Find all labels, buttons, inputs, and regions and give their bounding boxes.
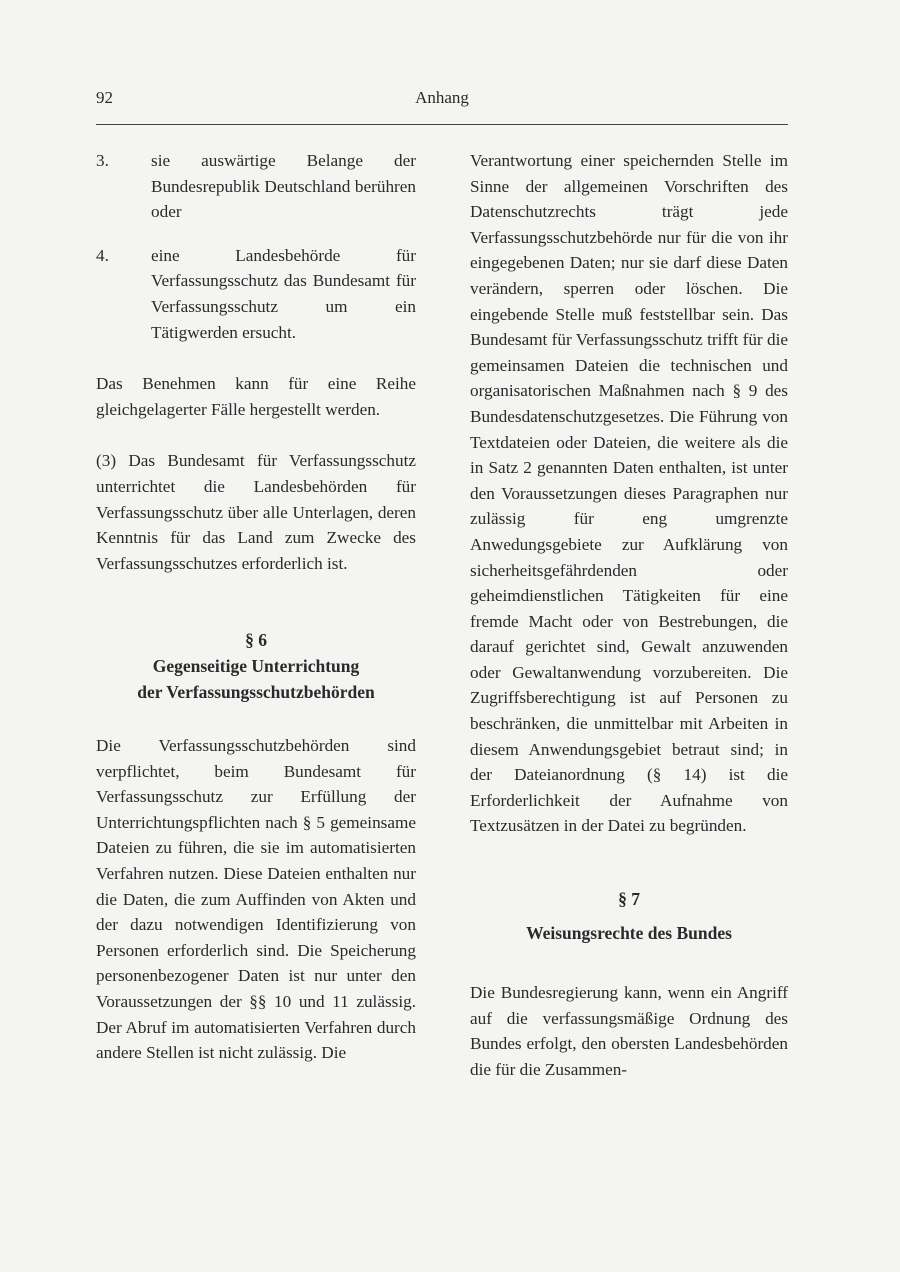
section-title: Weisungsrechte des Bundes (526, 922, 732, 943)
section-title-line: Gegenseitige Unterrichtung (152, 655, 360, 676)
list-item-number: 3. (96, 151, 109, 170)
paragraph-7: Die Bundesregierung kann, wenn ein Angriff auf die verfassungsmäßige Ordnung des Bundes erfolgt, den obersten Landesbehörden die für die Zusammen- (470, 983, 788, 1079)
list-item-4 (96, 243, 416, 345)
left-column (96, 148, 416, 1066)
section-6-heading (96, 628, 416, 705)
page-header (96, 84, 788, 112)
page-number: 92 (96, 88, 113, 107)
list-item-text: eine Landesbehörde für Verfassungsschutz das Bundesamt für Verfassungsschutz um ein Tätigwerden ersucht. (151, 245, 416, 342)
list-item-3 (96, 148, 416, 225)
section-7-heading (470, 887, 788, 946)
paragraph-continuation: Verantwortung einer speichernden Stelle im Sinne der allgemeinen Vorschriften des Datenschutzrechts trägt jede Verfassungsschutzbehörde nur für die von ihr eingegebenen Daten; nur sie darf diese Daten verändern, sperren oder löschen. Die eingebende Stelle muß feststellbar sein. Das Bundesamt für Verfassungsschutz trifft für die gemeinsamen Dateien die technischen und organisatorischen Maßnahmen nach § 9 des Bundesdatenschutzgesetzes. Die Führung von Textdateien oder Dateien, die weitere als die in Satz 2 genannten Daten enthalten, ist unter den Voraussetzungen dieses Paragraphen nur zulässig für eng umgrenzte Anwedungsgebiete zur Aufklärung von sicherheitsgefährdenden oder geheimdienstlichen Tätigkeiten für eine fremde Macht oder von Bestrebungen, die darauf gerichtet sind, Gewalt anzuwenden oder Gewaltanwendung vorzubereiten. Die Zugriffsberechtigung ist auf Personen zu beschränken, die unmittelbar mit Arbeiten in diesem Anwendungsgebiet betraut sind; in der Dateianordnung (§ 14) ist die Erforderlichkeit der Aufnahme von Textzusätzen in der Datei zu begründen. (470, 151, 788, 836)
section-sign: § 7 (618, 889, 640, 910)
running-title: Anhang (415, 88, 469, 107)
paragraph-3: (3) Das Bundesamt für Verfassungsschutz unterrichtet die Landesbehörden für Verfassungsschutz über alle Unterlagen, deren Kenntnis für das Land zum Zwecke des Verfassungsschutzes erforderlich ist. (96, 451, 416, 573)
right-column (470, 148, 788, 1083)
list-item-text: sie auswärtige Belange der Bundesrepublik Deutschland berühren oder (151, 151, 416, 222)
paragraph-6: Die Verfassungsschutzbehörden sind verpflichtet, beim Bundesamt für Verfassungsschutz zur Erfüllung der Unterrichtungspflichten nach § 5 gemeinsame Dateien zu führen, die sie im automatisierten Verfahren nutzen. Diese Dateien enthalten nur die Daten, die zum Auffinden von Akten und der dazu notwendigen Identifizierung von Personen erforderlich sind. Die Speicherung personenbezogener Daten ist nur unter den Voraussetzungen der §§ 10 und 11 zulässig. Der Abruf im automatisierten Verfahren durch andere Stellen ist nicht zulässig. Die (96, 736, 416, 1063)
header-rule (96, 124, 788, 125)
paragraph-benehmen: Das Benehmen kann für eine Reihe gleichgelagerter Fälle hergestellt werden. (96, 374, 416, 419)
list-item-number: 4. (96, 245, 109, 265)
section-title-line: der Verfassungsschutzbehörden (137, 681, 375, 702)
section-sign: § 6 (245, 630, 267, 651)
